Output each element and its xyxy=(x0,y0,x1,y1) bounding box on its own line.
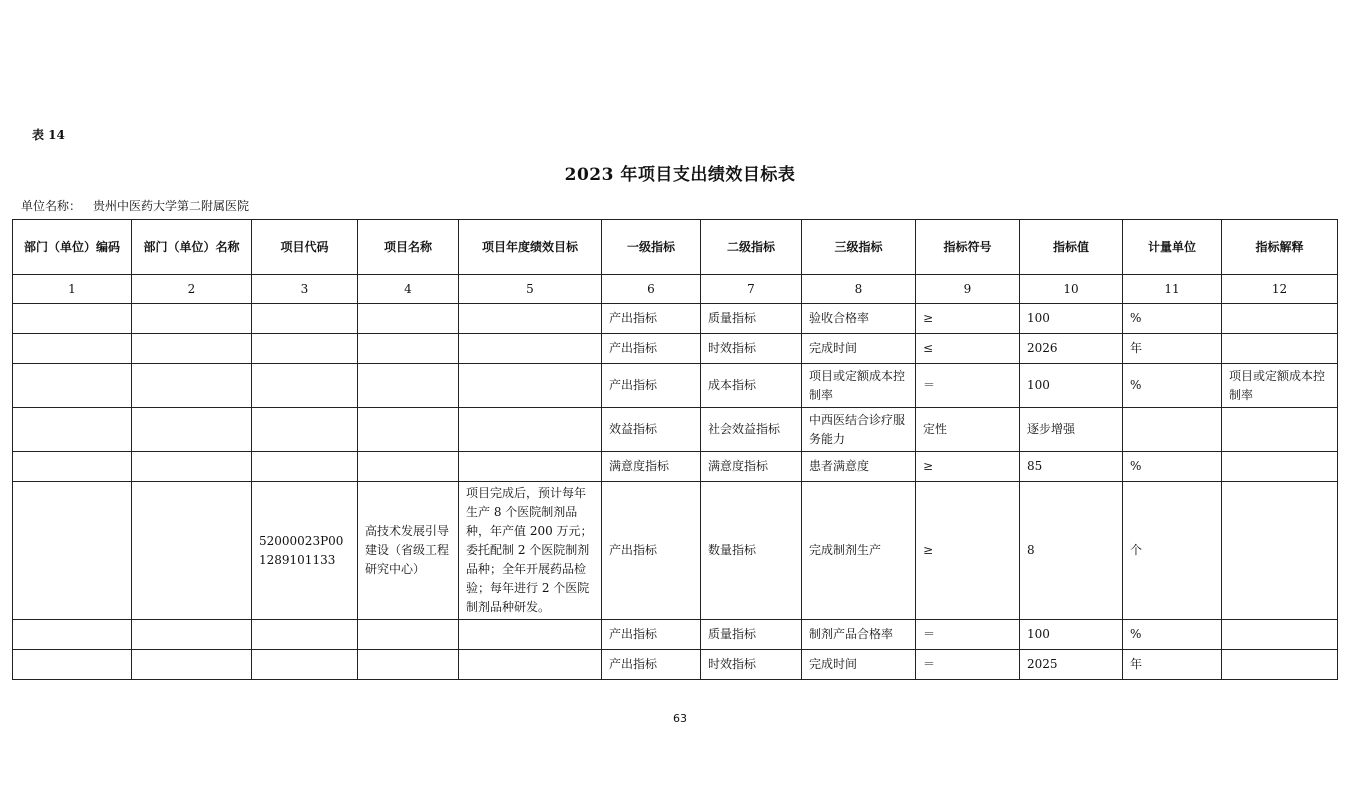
table-cell: 100 xyxy=(1020,304,1123,334)
table-cell: 年 xyxy=(1123,650,1222,680)
project-name-cell: 高技术发展引导建设（省级工程研究中心） xyxy=(358,482,459,620)
table-cell xyxy=(132,334,252,364)
table-cell xyxy=(459,408,602,452)
table-row xyxy=(13,304,1338,334)
unit-name-label: 单位名称： xyxy=(21,199,82,213)
header-cell: 指标值 xyxy=(1020,220,1123,275)
table-cell xyxy=(13,620,132,650)
table-cell: ＝ xyxy=(916,620,1020,650)
table-cell: % xyxy=(1123,364,1222,408)
table-cell: 成本指标 xyxy=(701,364,802,408)
table-cell xyxy=(1222,304,1338,334)
table-cell: 验收合格率 xyxy=(802,304,916,334)
column-number-cell: 12 xyxy=(1222,275,1338,304)
table-cell xyxy=(459,452,602,482)
table-cell: 100 xyxy=(1020,364,1123,408)
column-number-cell: 7 xyxy=(701,275,802,304)
table-cell: ≥ xyxy=(916,304,1020,334)
header-cell: 项目代码 xyxy=(252,220,358,275)
column-number-cell: 3 xyxy=(252,275,358,304)
table-cell: 满意度指标 xyxy=(701,452,802,482)
table-cell: ＝ xyxy=(916,650,1020,680)
table-cell: 质量指标 xyxy=(701,304,802,334)
table-cell xyxy=(1222,452,1338,482)
table-cell: 2025 xyxy=(1020,650,1123,680)
table-cell: ≥ xyxy=(916,452,1020,482)
table-cell: 中西医结合诊疗服务能力 xyxy=(802,408,916,452)
table-cell xyxy=(358,452,459,482)
table-cell: 产出指标 xyxy=(602,304,701,334)
table-cell xyxy=(132,452,252,482)
table-cell xyxy=(132,304,252,334)
performance-target-table xyxy=(12,219,1338,680)
table-cell: 完成制剂生产 xyxy=(802,482,916,620)
table-cell: % xyxy=(1123,304,1222,334)
table-cell xyxy=(13,334,132,364)
table-cell xyxy=(358,620,459,650)
column-number-cell: 9 xyxy=(916,275,1020,304)
header-cell: 项目名称 xyxy=(358,220,459,275)
table-cell: 100 xyxy=(1020,620,1123,650)
table-cell: 定性 xyxy=(916,408,1020,452)
header-cell: 指标解释 xyxy=(1222,220,1338,275)
table-row xyxy=(13,334,1338,364)
column-number-cell: 2 xyxy=(132,275,252,304)
column-number-cell: 4 xyxy=(358,275,459,304)
table-cell xyxy=(252,620,358,650)
table-cell: 产出指标 xyxy=(602,364,701,408)
table-cell xyxy=(13,408,132,452)
table-cell: 产出指标 xyxy=(602,482,701,620)
unit-name-value: 贵州中医药大学第二附属医院 xyxy=(93,199,250,213)
column-number-cell: 8 xyxy=(802,275,916,304)
table-cell xyxy=(132,620,252,650)
header-cell: 二级指标 xyxy=(701,220,802,275)
table-cell: 制剂产品合格率 xyxy=(802,620,916,650)
header-cell: 三级指标 xyxy=(802,220,916,275)
table-cell: 个 xyxy=(1123,482,1222,620)
table-cell: 项目或定额成本控制率 xyxy=(1222,364,1338,408)
table-cell xyxy=(252,452,358,482)
table-cell xyxy=(13,482,132,620)
table-cell xyxy=(1222,650,1338,680)
header-cell: 部门（单位）编码 xyxy=(13,220,132,275)
table-cell: 数量指标 xyxy=(701,482,802,620)
column-number-cell: 5 xyxy=(459,275,602,304)
column-number-cell: 6 xyxy=(602,275,701,304)
table-cell xyxy=(252,408,358,452)
table-cell xyxy=(252,304,358,334)
table-cell: 逐步增强 xyxy=(1020,408,1123,452)
table-cell: 完成时间 xyxy=(802,334,916,364)
table-cell xyxy=(252,364,358,408)
table-cell: % xyxy=(1123,452,1222,482)
header-cell: 计量单位 xyxy=(1123,220,1222,275)
table-cell: 满意度指标 xyxy=(602,452,701,482)
table-row xyxy=(13,650,1338,680)
column-number-cell: 1 xyxy=(13,275,132,304)
table-row xyxy=(13,482,1338,620)
table-cell xyxy=(13,650,132,680)
table-cell xyxy=(252,650,358,680)
table-cell: % xyxy=(1123,620,1222,650)
table-cell: 社会效益指标 xyxy=(701,408,802,452)
table-cell xyxy=(132,364,252,408)
column-number-cell: 11 xyxy=(1123,275,1222,304)
table-cell: 项目或定额成本控制率 xyxy=(802,364,916,408)
table-cell: 时效指标 xyxy=(701,334,802,364)
table-cell xyxy=(358,304,459,334)
table-cell: 产出指标 xyxy=(602,650,701,680)
table-row xyxy=(13,408,1338,452)
table-cell xyxy=(13,452,132,482)
project-code-cell: 52000023P001289101133 xyxy=(252,482,358,620)
table-cell xyxy=(358,364,459,408)
table-cell: 完成时间 xyxy=(802,650,916,680)
table-cell xyxy=(132,482,252,620)
table-cell: 患者满意度 xyxy=(802,452,916,482)
table-cell xyxy=(1222,482,1338,620)
table-cell xyxy=(1222,334,1338,364)
table-cell xyxy=(13,304,132,334)
table-cell: 效益指标 xyxy=(602,408,701,452)
table-cell xyxy=(13,364,132,408)
table-cell: 年 xyxy=(1123,334,1222,364)
unit-name-line xyxy=(21,197,249,214)
table-cell: 8 xyxy=(1020,482,1123,620)
table-cell xyxy=(459,334,602,364)
table-cell: 质量指标 xyxy=(701,620,802,650)
header-cell: 部门（单位）名称 xyxy=(132,220,252,275)
table-cell: 产出指标 xyxy=(602,620,701,650)
column-number-cell: 10 xyxy=(1020,275,1123,304)
annual-target-cell: 项目完成后，预计每年生产 8 个医院制剂品种，年产值 200 万元；委托配制 2 个医院制剂品种；全年开展药品检验；每年进行 2 个医院制剂品种研发。 xyxy=(459,482,602,620)
document-title: 2023 年项目支出绩效目标表 xyxy=(564,165,796,185)
column-number-row xyxy=(13,275,1338,304)
header-cell: 一级指标 xyxy=(602,220,701,275)
table-row xyxy=(13,364,1338,408)
table-cell xyxy=(459,650,602,680)
table-cell xyxy=(132,650,252,680)
table-cell xyxy=(459,304,602,334)
table-cell: 时效指标 xyxy=(701,650,802,680)
table-cell: ＝ xyxy=(916,364,1020,408)
table-cell xyxy=(132,408,252,452)
table-cell xyxy=(358,650,459,680)
table-row xyxy=(13,452,1338,482)
table-cell: 产出指标 xyxy=(602,334,701,364)
table-cell xyxy=(459,620,602,650)
table-row xyxy=(13,620,1338,650)
table-cell: ≥ xyxy=(916,482,1020,620)
table-cell xyxy=(1123,408,1222,452)
table-cell xyxy=(358,334,459,364)
table-cell xyxy=(1222,408,1338,452)
header-cell: 项目年度绩效目标 xyxy=(459,220,602,275)
page-number: 63 xyxy=(673,712,687,725)
table-cell xyxy=(459,364,602,408)
header-row xyxy=(13,220,1338,275)
table-cell xyxy=(1222,620,1338,650)
header-cell: 指标符号 xyxy=(916,220,1020,275)
table-cell xyxy=(252,334,358,364)
table-cell: 2026 xyxy=(1020,334,1123,364)
table-cell xyxy=(358,408,459,452)
table-number-label: 表 14 xyxy=(32,128,65,142)
table-cell: 85 xyxy=(1020,452,1123,482)
table-cell: ≤ xyxy=(916,334,1020,364)
